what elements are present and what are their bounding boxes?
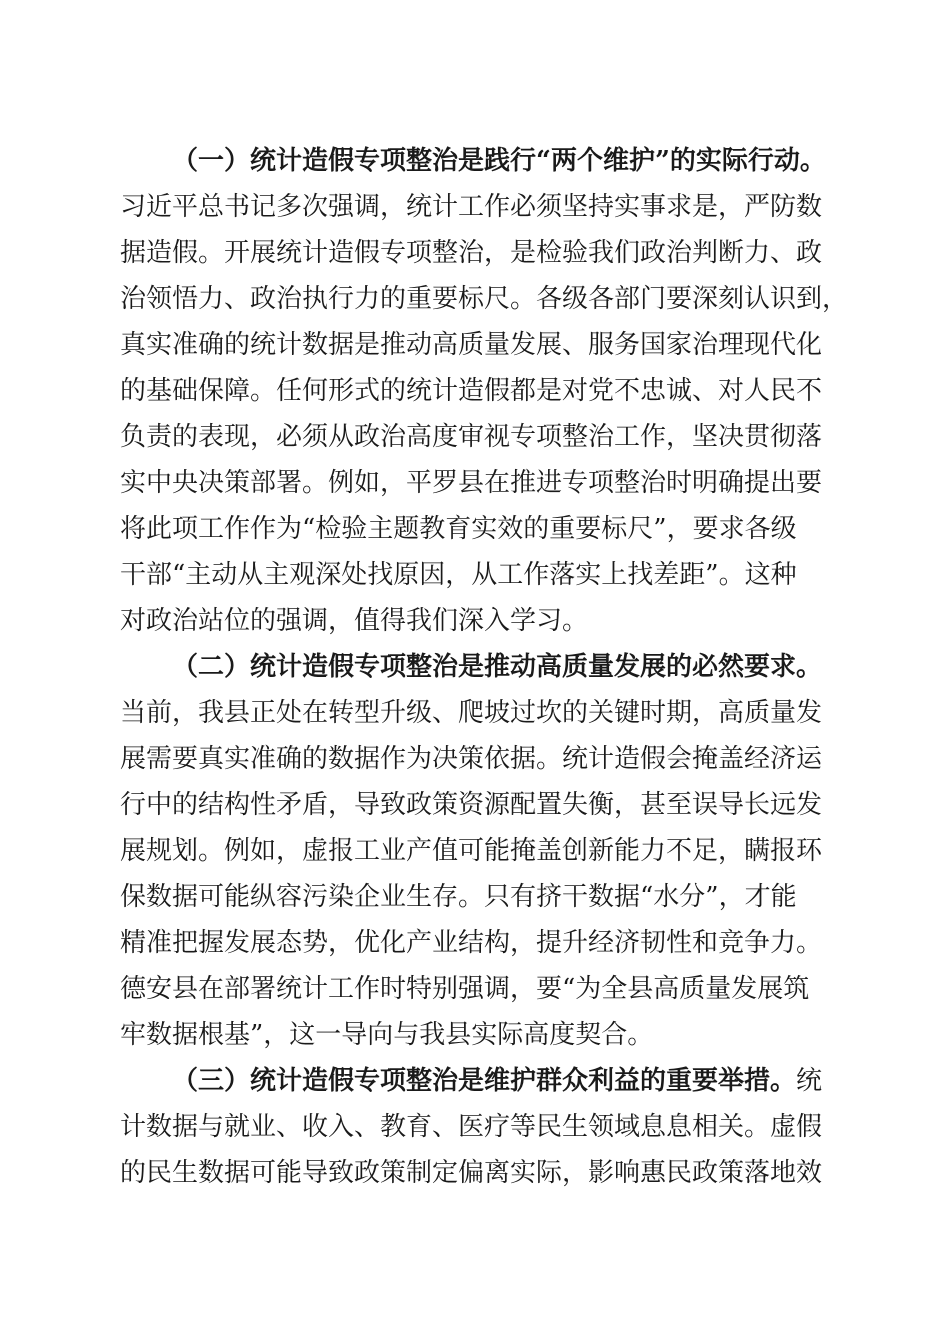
paragraph-2-line: 展规划。例如，虚报工业产值可能掩盖创新能力不足，瞒报环 [120, 836, 823, 866]
paragraph-3-line: 计数据与就业、收入、教育、医疗等民生领域息息相关。虚假 [120, 1112, 823, 1142]
paragraph-2-line: 当前，我县正处在转型升级、爬坡过坎的关键时期，高质量发 [120, 698, 823, 728]
paragraph-2-line: 德安县在部署统计工作时特别强调，要“为全县高质量发展筑 [120, 974, 810, 1004]
paragraph-2-line: 精准把握发展态势，优化产业结构，提升经济韧性和竞争力。 [120, 928, 823, 958]
paragraph-1-line: 干部“主动从主观深处找原因，从工作落实上找差距”。这种 [120, 560, 797, 590]
paragraph-1-line: 据造假。开展统计造假专项整治，是检验我们政治判断力、政 [120, 238, 823, 268]
paragraph-1-line: 负责的表现，必须从政治高度审视专项整治工作，坚决贯彻落 [120, 422, 823, 452]
paragraph-3-line: 的民生数据可能导致政策制定偏离实际，影响惠民政策落地效 [120, 1158, 823, 1188]
paragraph-3-heading: （三）统计造假专项整治是维护群众利益的重要举措。 [172, 1066, 797, 1096]
paragraph-2-line: 行中的结构性矛盾，导致政策资源配置失衡，甚至误导长远发 [120, 790, 823, 820]
paragraph-1-line: 习近平总书记多次强调，统计工作必须坚持实事求是，严防数 [120, 192, 823, 222]
paragraph-2-line: 保数据可能纵容污染企业生存。只有挤干数据“水分”，才能 [120, 882, 797, 912]
paragraph-1-line: 将此项工作作为“检验主题教育实效的重要标尺”，要求各级 [120, 514, 797, 544]
paragraph-2-line: 牢数据根基”，这一导向与我县实际高度契合。 [120, 1020, 654, 1050]
paragraph-1-line: 治领悟力、政治执行力的重要标尺。各级各部门要深刻认识到， [120, 284, 849, 314]
paragraph-1-line: 真实准确的统计数据是推动高质量发展、服务国家治理现代化 [120, 330, 823, 360]
paragraph-1-line: 的基础保障。任何形式的统计造假都是对党不忠诚、对人民不 [120, 376, 823, 406]
paragraph-2-heading: （二）统计造假专项整治是推动高质量发展的必然要求。 [172, 652, 823, 682]
paragraph-1-line: 对政治站位的强调，值得我们深入学习。 [120, 606, 589, 636]
paragraph-1-heading: （一）统计造假专项整治是践行“两个维护”的实际行动。 [172, 146, 826, 176]
paragraph-3-heading-continuation: 统 [796, 1066, 823, 1096]
paragraph-2-line: 展需要真实准确的数据作为决策依据。统计造假会掩盖经济运 [120, 744, 823, 774]
paragraph-1-line: 实中央决策部署。例如，平罗县在推进专项整治时明确提出要 [120, 468, 823, 498]
paragraph-3-heading-line [172, 1060, 832, 1102]
